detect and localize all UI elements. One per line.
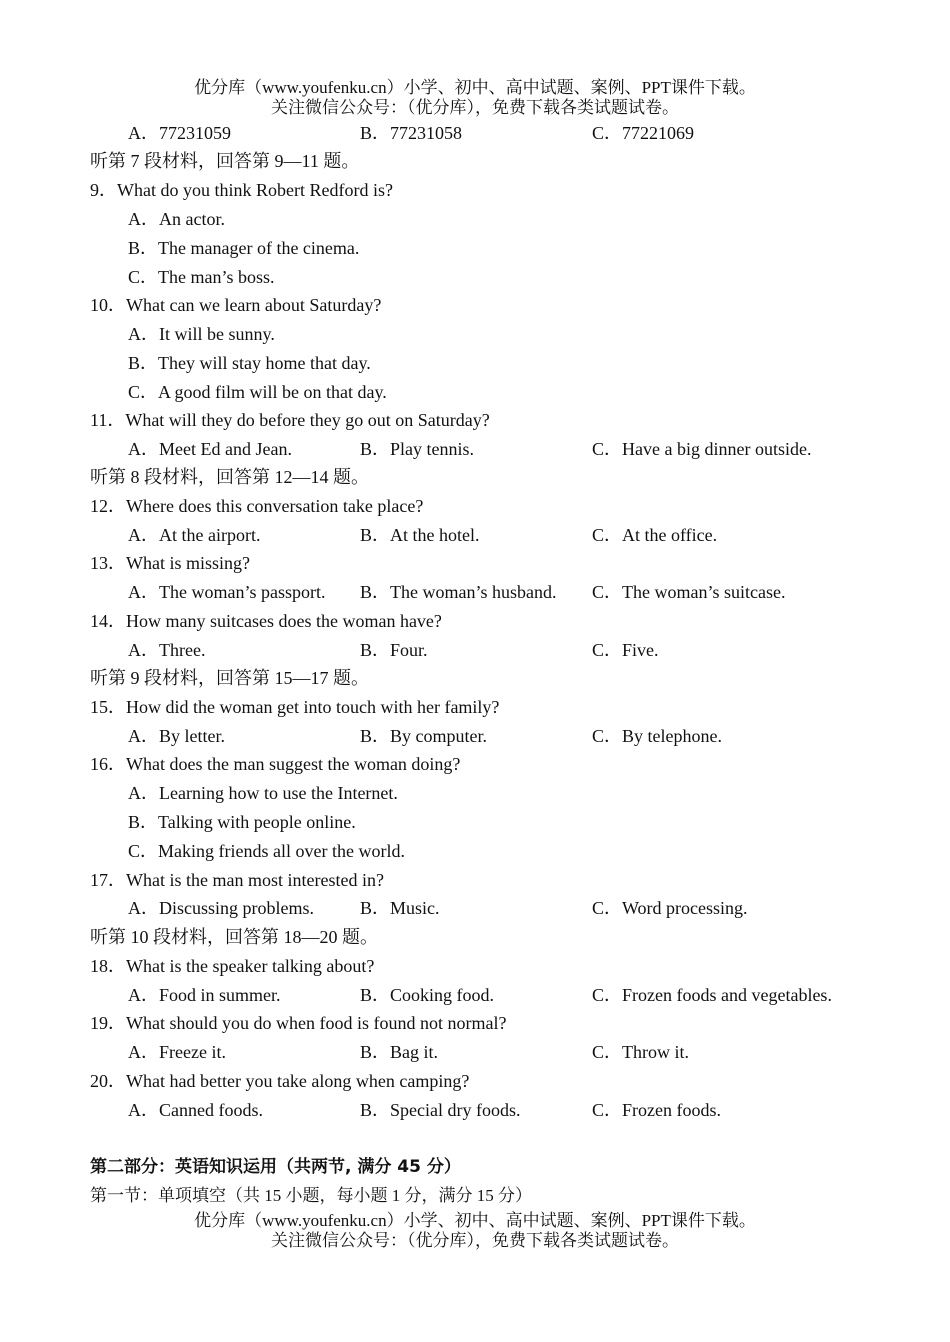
section-heading-9: 听第 9 段材料，回答第 15—17 题。 <box>90 668 369 688</box>
header-line-1: 优分库（www.youfenku.cn）小学、初中、高中试题、案例、PPT课件下载。 <box>194 78 756 97</box>
q14-option-c: C．Five. <box>592 640 659 660</box>
footer-line-2: 关注微信公众号：（优分库），免费下载各类试题试卷。 <box>271 1231 679 1250</box>
q13-option-b: B．The woman’s husband. <box>360 582 557 602</box>
q9-option-a: A．An actor. <box>128 209 225 229</box>
q13-option-c: C．The woman’s suitcase. <box>592 582 786 602</box>
q15-option-b: B．By computer. <box>360 726 487 746</box>
question-12: 12．Where does this conversation take place? <box>90 496 424 516</box>
question-14: 14．How many suitcases does the woman have? <box>90 611 442 631</box>
q15-option-c: C．By telephone. <box>592 726 722 746</box>
q15-option-a: A．By letter. <box>128 726 225 746</box>
question-10: 10．What can we learn about Saturday? <box>90 295 382 315</box>
question-20: 20．What had better you take along when camping? <box>90 1071 470 1091</box>
section-heading-7: 听第 7 段材料，回答第 9—11 题。 <box>90 151 360 171</box>
q18-option-b: B．Cooking food. <box>360 985 495 1005</box>
option-a: A．77231059 <box>128 123 231 143</box>
q10-option-c: C．A good film will be on that day. <box>128 382 387 402</box>
q12-option-a: A．At the airport. <box>128 525 261 545</box>
question-19: 19．What should you do when food is found not normal? <box>90 1013 507 1033</box>
q10-option-b: B．They will stay home that day. <box>128 353 371 373</box>
question-13: 13．What is missing? <box>90 553 250 573</box>
part-two-title: 第二部分：英语知识运用（共两节, 满分 45 分） <box>90 1157 461 1177</box>
question-18: 18．What is the speaker talking about? <box>90 956 375 976</box>
question-17: 17．What is the man most interested in? <box>90 870 384 890</box>
q13-option-a: A．The woman’s passport. <box>128 582 326 602</box>
q11-option-b: B．Play tennis. <box>360 439 475 459</box>
q14-option-b: B．Four. <box>360 640 428 660</box>
option-b: B．77231058 <box>360 123 463 143</box>
question-9: 9．What do you think Robert Redford is? <box>90 180 393 200</box>
q17-option-b: B．Music. <box>360 898 440 918</box>
q16-option-a: A．Learning how to use the Internet. <box>128 783 398 803</box>
q10-option-a: A．It will be sunny. <box>128 324 275 344</box>
question-11: 11．What will they do before they go out on Saturday? <box>90 410 490 430</box>
q9-option-b: B．The manager of the cinema. <box>128 238 360 258</box>
header-line-2: 关注微信公众号：（优分库），免费下载各类试题试卷。 <box>271 98 679 117</box>
q20-option-b: B．Special dry foods. <box>360 1100 521 1120</box>
q12-option-b: B．At the hotel. <box>360 525 480 545</box>
q11-option-c: C．Have a big dinner outside. <box>592 439 812 459</box>
question-16: 16．What does the man suggest the woman doing? <box>90 754 461 774</box>
q12-option-c: C．At the office. <box>592 525 718 545</box>
q20-option-c: C．Frozen foods. <box>592 1100 721 1120</box>
q20-option-a: A．Canned foods. <box>128 1100 263 1120</box>
q18-option-a: A．Food in summer. <box>128 985 281 1005</box>
footer-line-1: 优分库（www.youfenku.cn）小学、初中、高中试题、案例、PPT课件下载。 <box>194 1211 756 1230</box>
q19-option-b: B．Bag it. <box>360 1042 439 1062</box>
q17-option-a: A．Discussing problems. <box>128 898 314 918</box>
q17-option-c: C．Word processing. <box>592 898 748 918</box>
question-15: 15．How did the woman get into touch with her family? <box>90 697 500 717</box>
q16-option-c: C．Making friends all over the world. <box>128 841 405 861</box>
q11-option-a: A．Meet Ed and Jean. <box>128 439 292 459</box>
option-c: C．77221069 <box>592 123 695 143</box>
section-heading-10: 听第 10 段材料，回答第 18—20 题。 <box>90 927 378 947</box>
q14-option-a: A．Three. <box>128 640 206 660</box>
q9-option-c: C．The man’s boss. <box>128 267 275 287</box>
q19-option-c: C．Throw it. <box>592 1042 689 1062</box>
q18-option-c: C．Frozen foods and vegetables. <box>592 985 832 1005</box>
q19-option-a: A．Freeze it. <box>128 1042 226 1062</box>
section-heading-8: 听第 8 段材料，回答第 12—14 题。 <box>90 467 369 487</box>
part-two-subtitle: 第一节：单项填空（共 15 小题，每小题 1 分，满分 15 分） <box>90 1186 532 1205</box>
q16-option-b: B．Talking with people online. <box>128 812 356 832</box>
